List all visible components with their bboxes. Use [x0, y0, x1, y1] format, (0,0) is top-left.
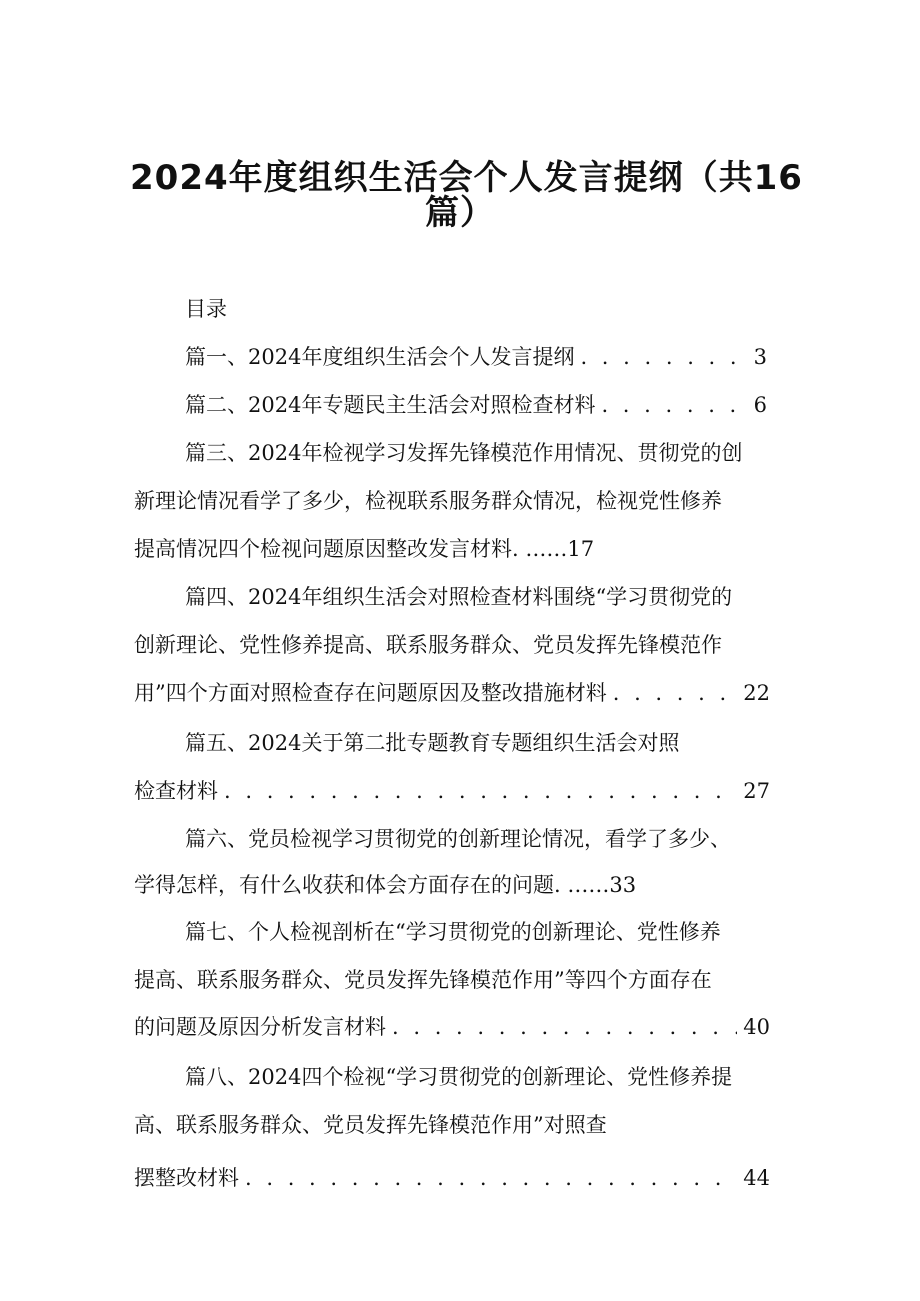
toc-entry-4-page: 22: [743, 681, 770, 705]
toc-leader: [580, 342, 747, 372]
toc-entry-2[interactable]: [185, 390, 767, 420]
toc-entry-7-text: 的问题及原因分析发言材料: [134, 1015, 386, 1039]
toc-entry-8-page: 44: [743, 1166, 770, 1190]
toc-entry-7-line-1[interactable]: 篇七、个人检视剖析在“学习贯彻党的创新理论、党性修养: [185, 920, 721, 944]
toc-entry-5-line-2[interactable]: [134, 776, 770, 806]
toc-entry-7-line-3[interactable]: [134, 1012, 770, 1042]
toc-entry-4-line-1[interactable]: 篇四、2024年组织生活会对照检查材料围绕“学习贯彻党的: [185, 585, 733, 609]
toc-entry-8-line-3[interactable]: [134, 1163, 770, 1193]
toc-entry-4-line-2[interactable]: 创新理论、党性修养提高、联系服务群众、党员发挥先锋模范作: [134, 633, 722, 657]
toc-entry-3-line-1[interactable]: 篇三、2024年检视学习发挥先锋模范作用情况、贯彻党的创: [185, 441, 743, 465]
toc-entry-7-line-2[interactable]: 提高、联系服务群众、党员发挥先锋模范作用”等四个方面存在: [134, 968, 712, 992]
toc-entry-7-page: 40: [743, 1015, 770, 1039]
toc-entry-8-line-2[interactable]: 高、联系服务群众、党员发挥先锋模范作用”对照查: [134, 1113, 607, 1137]
toc-entry-5-text: 检查材料: [134, 779, 218, 803]
toc-leader: [224, 776, 737, 806]
toc-entry-5-line-1[interactable]: 篇五、2024关于第二批专题教育专题组织生活会对照: [185, 731, 680, 755]
toc-entry-8-text: 摆整改材料: [134, 1166, 239, 1190]
document-title-line-2: 篇）: [425, 193, 495, 233]
toc-leader: [392, 1012, 737, 1042]
toc-entry-8-line-1[interactable]: 篇八、2024四个检视“学习贯彻党的创新理论、党性修养提: [185, 1065, 733, 1089]
toc-entry-5-page: 27: [743, 779, 770, 803]
toc-entry-2-text: 篇二、2024年专题民主生活会对照检查材料: [185, 393, 596, 417]
toc-entry-6-line-1[interactable]: 篇六、党员检视学习贯彻党的创新理论情况，看学了多少、: [185, 827, 731, 851]
toc-entry-1-page: 3: [753, 345, 767, 369]
document-title-line-1: 2024年度组织生活会个人发言提纲（共16: [130, 158, 803, 198]
toc-entry-1-text: 篇一、2024年度组织生活会个人发言提纲: [185, 345, 575, 369]
toc-entry-2-page: 6: [753, 393, 767, 417]
toc-entry-1[interactable]: [185, 342, 767, 372]
toc-leader: [245, 1163, 737, 1193]
toc-entry-3-line-3[interactable]: 提高情况四个检视问题原因整改发言材料. ……17: [134, 537, 595, 561]
toc-entry-4-text: 用”四个方面对照检查存在问题原因及整改措施材料: [134, 681, 607, 705]
toc-entry-4-line-3[interactable]: [134, 678, 770, 708]
toc-entry-6-line-2[interactable]: 学得怎样，有什么收获和体会方面存在的问题. ……33: [134, 873, 637, 897]
toc-entry-3-line-2[interactable]: 新理论情况看学了多少，检视联系服务群众情况，检视党性修养: [134, 489, 722, 513]
toc-leader: [613, 678, 738, 708]
toc-heading: 目录: [185, 297, 227, 321]
toc-leader: [601, 390, 747, 420]
